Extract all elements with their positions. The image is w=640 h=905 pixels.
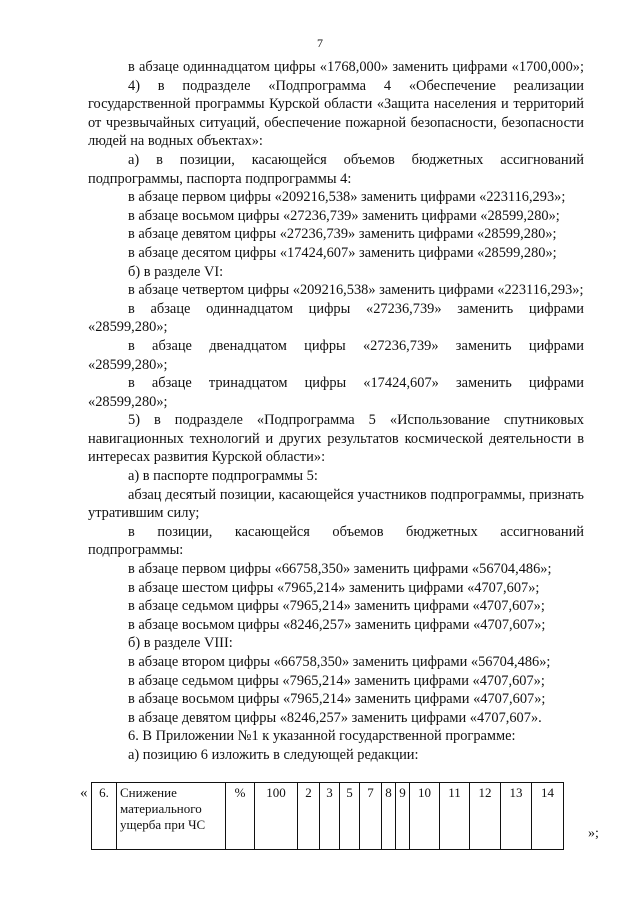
paragraph: в позиции, касающейся объемов бюджетных ассигнований подпрограммы: — [88, 523, 584, 559]
page-number: 7 — [317, 36, 323, 50]
table-cell-value: 7 — [360, 783, 382, 850]
paragraph: в абзаце девятом цифры «27236,739» заменить цифрами «28599,280»; — [128, 226, 557, 243]
table-cell-value: 12 — [470, 783, 501, 850]
table-cell-value: 9 — [396, 783, 410, 850]
table-cell-value: 14 — [532, 783, 564, 850]
paragraph: в абзаце седьмом цифры «7965,214» заменить цифрами «4707,607»; — [128, 598, 545, 615]
table-cell-indicator: Снижение материального ущерба при ЧС — [117, 783, 226, 850]
paragraph: в абзаце четвертом цифры «209216,538» заменить цифрами «223116,293»; — [128, 282, 584, 299]
paragraph: а) в позиции, касающейся объемов бюджетных ассигнований подпрограммы, паспорта подпрограммы 4: — [88, 151, 584, 187]
paragraph: в абзаце восьмом цифры «8246,257» заменить цифрами «4707,607»; — [128, 616, 546, 633]
paragraph: в абзаце тринадцатом цифры «17424,607» заменить цифрами «28599,280»; — [88, 375, 584, 410]
table-cell-number: 6. — [92, 783, 117, 850]
paragraph: б) в разделе VIII: — [128, 635, 233, 652]
paragraph: в абзаце седьмом цифры «7965,214» заменить цифрами «4707,607»; — [128, 672, 545, 689]
paragraph: в абзаце одиннадцатом цифры «1768,000» заменить цифрами «1700,000»; — [128, 59, 584, 75]
paragraph: в абзаце девятом цифры «8246,257» заменить цифрами «4707,607». — [128, 709, 542, 726]
paragraph: 5) в подразделе «Подпрограмма 5 «Использование спутниковых навигационных технологий и других результатов космической деятельности в интересах развития Курской области»: — [88, 412, 584, 466]
paragraph: в абзаце первом цифры «66758,350» заменить цифрами «56704,486»; — [128, 561, 552, 578]
paragraph: а) в паспорте подпрограммы 5: — [128, 468, 318, 485]
paragraph: б) в разделе VI: — [128, 263, 224, 280]
table-cell-value: 8 — [382, 783, 396, 850]
paragraph: в абзаце втором цифры «66758,350» заменить цифрами «56704,486»; — [128, 654, 551, 670]
table-close-quote: »; — [588, 826, 599, 841]
paragraph: а) позицию 6 изложить в следующей редакции: — [128, 746, 419, 763]
amendment-table — [91, 782, 564, 850]
table-cell-value: 100 — [255, 783, 298, 850]
document-body — [88, 58, 584, 765]
table-cell-value: 3 — [320, 783, 340, 850]
paragraph: в абзаце первом цифры «209216,538» заменить цифрами «223116,293»; — [128, 189, 566, 206]
table-cell-value: 10 — [410, 783, 440, 850]
table-cell-value: 2 — [298, 783, 320, 850]
paragraph: в абзаце шестом цифры «7965,214» заменить цифрами «4707,607»; — [128, 579, 540, 596]
table-cell-value: 11 — [440, 783, 470, 850]
table-open-quote: « — [80, 785, 88, 801]
table-cell-unit: % — [226, 783, 255, 850]
table-cell-value: 5 — [340, 783, 360, 850]
paragraph: в абзаце восьмом цифры «7965,214» заменить цифрами «4707,607»; — [128, 691, 546, 708]
paragraph: в абзаце одиннадцатом цифры «27236,739» заменить цифрами «28599,280»; — [88, 300, 584, 336]
paragraph: в абзаце двенадцатом цифры «27236,739» заменить цифрами «28599,280»; — [88, 337, 584, 373]
paragraph: абзац десятый позиции, касающейся участников подпрограммы, признать утратившим силу; — [88, 486, 584, 522]
paragraph: 6. В Приложении №1 к указанной государственной программе: — [128, 728, 516, 745]
table-row — [92, 783, 564, 850]
paragraph: в абзаце десятом цифры «17424,607» заменить цифрами «28599,280»; — [128, 244, 557, 261]
paragraph: 4) в подразделе «Подпрограмма 4 «Обеспечение реализации государственной программы Курской области «Защита населения и территорий от чрезвычайных ситуаций, обеспечение пожарной безопасности, безопасности людей на водных объектах»: — [88, 77, 584, 150]
paragraph: в абзаце восьмом цифры «27236,739» заменить цифрами «28599,280»; — [128, 207, 560, 224]
table-cell-value: 13 — [501, 783, 532, 850]
